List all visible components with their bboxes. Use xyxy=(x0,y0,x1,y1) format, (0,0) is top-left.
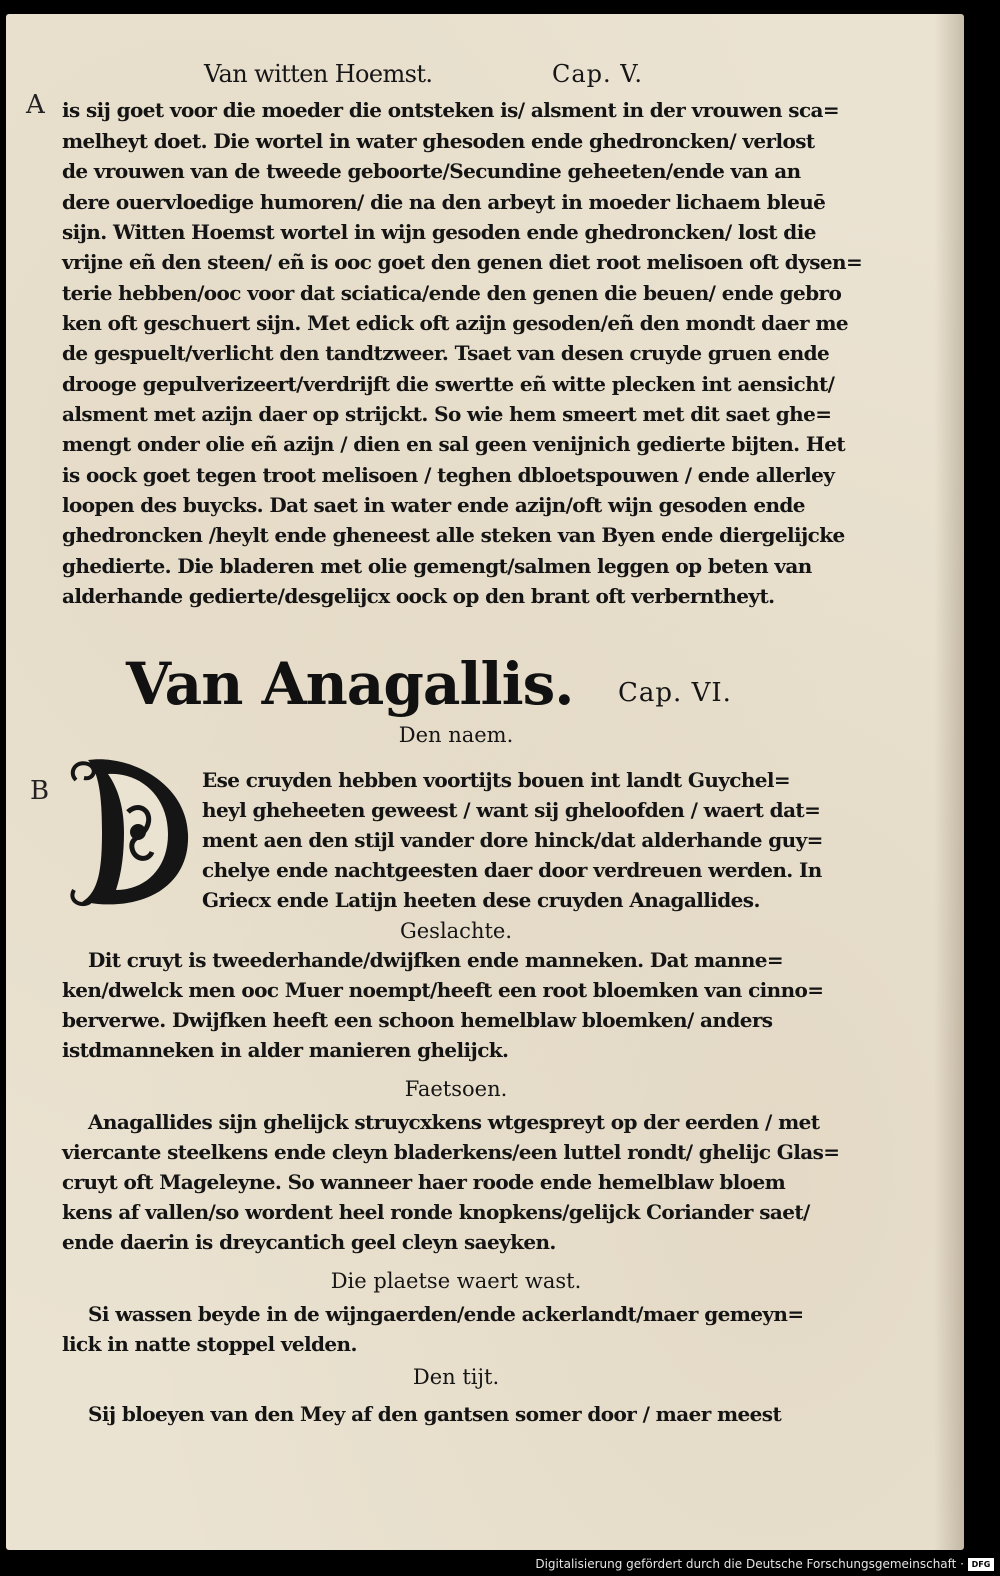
body-line: Griecx ende Latijn heeten dese cruyden Anagallides. xyxy=(202,888,760,912)
body-line: berverwe. Dwijfken heeft een schoon hemelblaw bloemken/ anders xyxy=(62,1008,773,1032)
body-line: loopen des buycks. Dat saet in water ende azijn/oft wijn gesoden ende xyxy=(62,493,805,517)
body-line: kens af vallen/so wordent heel ronde knopkens/gelijck Coriander saet/ xyxy=(62,1200,810,1224)
body-line: ment aen den stijl vander dore hinck/dat alderhande guy= xyxy=(202,828,823,852)
body-line: Anagallides sijn ghelijck struycxkens wtgespreyt op der eerden / met xyxy=(88,1110,820,1134)
body-line: ende daerin is dreycantich geel cleyn saeyken. xyxy=(62,1230,556,1254)
body-line: Sij bloeyen van den Mey af den gantsen somer door / maer meest xyxy=(88,1402,782,1426)
body-line: chelye ende nachtgeesten daer door verdreuen werden. In xyxy=(202,858,822,882)
body-line: ken oft geschuert sijn. Met edick oft azijn gesoden/eñ den mondt daer me xyxy=(62,311,849,335)
body-line: cruyt oft Mageleyne. So wanneer haer roode ende hemelblaw bloem xyxy=(62,1170,786,1194)
body-line: heyl gheheeten geweest / want sij gheloofden / waert dat= xyxy=(202,798,821,822)
body-line: de gespuelt/verlicht den tandtzweer. Tsaet van desen cruyde gruen ende xyxy=(62,341,830,365)
running-head-title: Van witten Hoemst. xyxy=(204,60,433,88)
body-line: alsment met azijn daer op strijckt. So wie hem smeert met dit saet ghe= xyxy=(62,402,832,426)
body-line: Ese cruyden hebben voortijts bouen int landt Guychel= xyxy=(202,768,791,792)
marginal-letter-a: A xyxy=(26,90,45,120)
body-line: mengt onder olie eñ azijn / dien en sal geen venijnich gedierte bijten. Het xyxy=(62,432,845,456)
body-line: alderhande gedierte/desgelijcx oock op den brant oft verberntheyt. xyxy=(62,584,775,608)
body-line: terie hebben/ooc voor dat sciatica/ende den genen die beuen/ ende gebro xyxy=(62,281,842,305)
body-line: melheyt doet. Die wortel in water ghesoden ende ghedroncken/ verlost xyxy=(62,129,815,153)
running-head-chapter: Cap. V. xyxy=(552,60,644,88)
body-line: vrijne eñ den steen/ eñ is ooc goet den genen diet root melisoen oft dysen= xyxy=(62,250,863,274)
body-line: Si wassen beyde in de wijngaerden/ende ackerlandt/maer gemeyn= xyxy=(88,1302,804,1326)
body-line: istdmanneken in alder manieren ghelijck. xyxy=(62,1038,509,1062)
body-line: lick in natte stoppel velden. xyxy=(62,1332,357,1356)
section-heading-faetsoen: Faetsoen. xyxy=(404,1077,508,1101)
body-line: sijn. Witten Hoemst wortel in wijn gesoden ende ghedroncken/ lost die xyxy=(62,220,816,244)
drop-cap-d-ornament xyxy=(68,752,196,910)
body-line: Dit cruyt is tweederhande/dwijfken ende manneken. Dat manne= xyxy=(88,948,784,972)
section-heading-tijt: Den tijt. xyxy=(412,1365,500,1389)
body-line: ghedroncken /heylt ende gheneest alle steken van Byen ende diergelijcke xyxy=(62,523,845,547)
body-line: ghedierte. Die bladeren met olie gemengt/salmen leggen op beten van xyxy=(62,554,812,578)
body-line: ken/dwelck men ooc Muer noempt/heeft een root bloemken van cinno= xyxy=(62,978,824,1002)
footer-bar xyxy=(0,1552,1000,1576)
chapter-number: Cap. VI. xyxy=(618,678,732,708)
section-heading-naem: Den naem. xyxy=(398,723,514,747)
body-line: is oock goet tegen troot melisoen / teghen dbloetspouwen / ende allerley xyxy=(62,463,835,487)
section-heading-plaetse: Die plaetse waert wast. xyxy=(330,1269,582,1293)
body-line: viercante steelkens ende cleyn bladerkens/een luttel rondt/ ghelijc Glas= xyxy=(62,1140,840,1164)
body-line: de vrouwen van de tweede geboorte/Secundine geheeten/ende van an xyxy=(62,159,801,183)
body-line: dere ouervloedige humoren/ die na den arbeyt in moeder lichaem bleuē xyxy=(62,190,826,214)
footer-credit: Digitalisierung gefördert durch die Deutsche Forschungsgemeinschaft · xyxy=(535,1557,964,1571)
body-line: drooge gepulverizeert/verdrijft die swertte eñ witte plecken int aensicht/ xyxy=(62,372,835,396)
marginal-letter-b: B xyxy=(30,776,49,806)
section-heading-geslachte: Geslachte. xyxy=(399,919,513,943)
body-line: is sij goet voor die moeder die ontsteken is/ alsment in der vrouwen sca= xyxy=(62,98,840,122)
chapter-title: Van Anagallis. xyxy=(126,650,574,718)
book-page xyxy=(6,14,964,1550)
dfg-logo: DFG xyxy=(968,1558,994,1571)
